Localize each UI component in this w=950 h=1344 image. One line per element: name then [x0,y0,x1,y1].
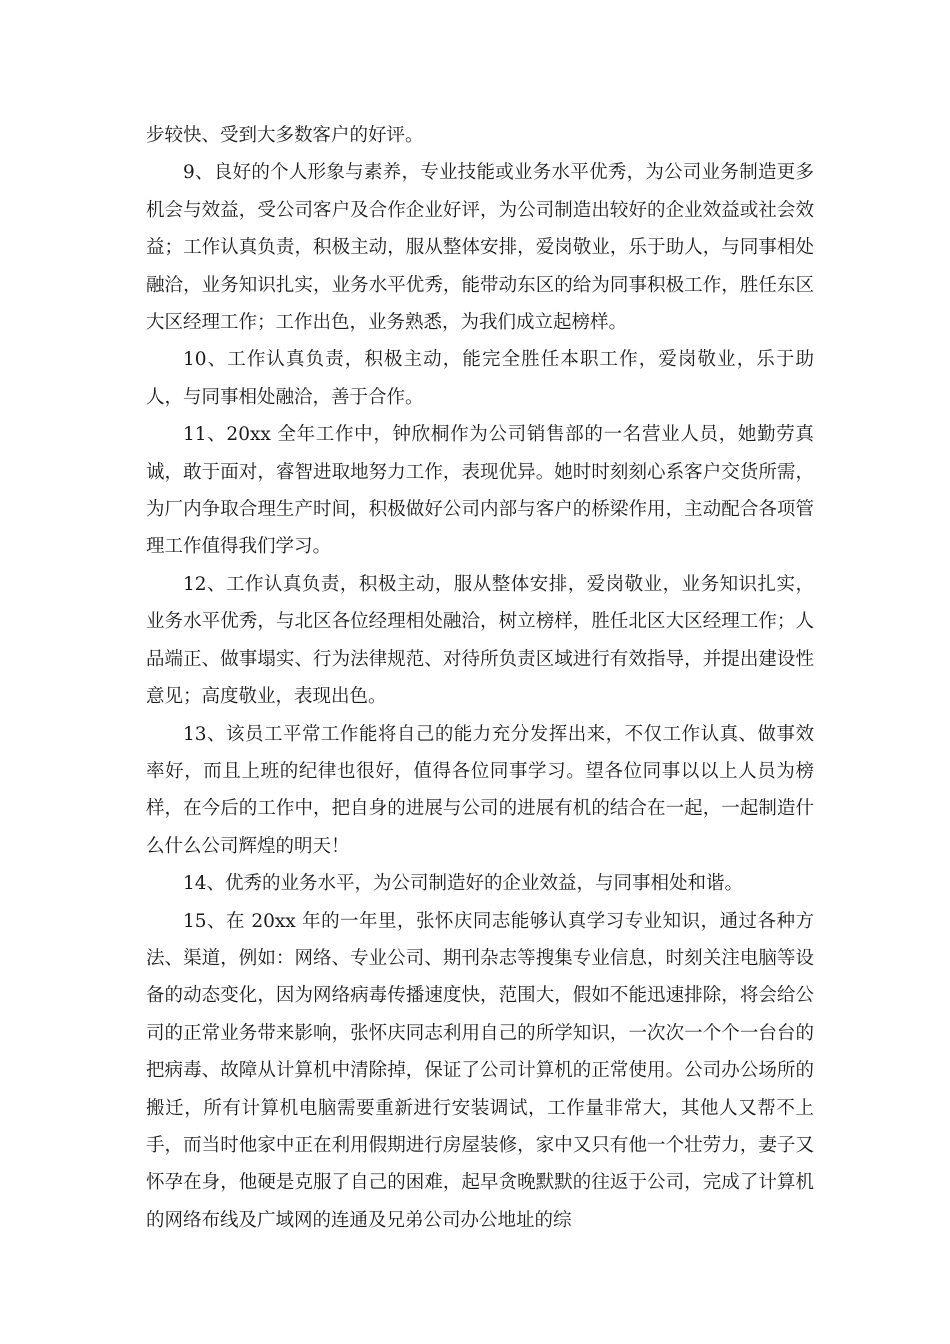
document-body [146,117,814,1239]
paragraph-item-15: 15、在 20xx 年的一年里，张怀庆同志能够认真学习专业知识，通过各种方法、渠道，例如：网络、专业公司、期刊杂志等搜集专业信息，时刻关注电脑等设备的动态变化，因为网络病毒传播速度快，范围大，假如不能迅速排除，将会给公司的正常业务带来影响，张怀庆同志利用自己的所学知识，一次次一个个一台台的把病毒、故障从计算机中清除掉，保证了公司计算机的正常使用。公司办公场所的搬迁，所有计算机电脑需要重新进行安装调试，工作量非常大，其他人又帮不上手，而当时他家中正在利用假期进行房屋装修，家中又只有他一个壮劳力，妻子又怀孕在身，他硬是克服了自己的困难，起早贪晚默默的往返于公司，完成了计算机的网络布线及广域网的连通及兄弟公司办公地址的综 [146,910,814,1231]
paragraph-item-10: 10、工作认真负责，积极主动，能完全胜任本职工作，爱岗敬业，乐于助人，与同事相处融洽，善于合作。 [146,349,814,408]
paragraph-item-9: 9、良好的个人形象与素养，专业技能或业务水平优秀，为公司业务制造更多机会与效益，受公司客户及合作企业好评，为公司制造出较好的企业效益或社会效益；工作认真负责，积极主动，服从整体安排，爱岗敬业，乐于助人，与同事相处融洽，业务知识扎实，业务水平优秀，能带动东区的给为同事积极工作，胜任东区大区经理工作；工作出色，业务熟悉，为我们成立起榜样。 [146,162,814,334]
paragraph-item-11: 11、20xx 全年工作中，钟欣桐作为公司销售部的一名营业人员，她勤劳真诚，敢于面对，睿智进取地努力工作，表现优异。她时时刻刻心系客户交货所需，为厂内争取合理生产时间，积极做好公司内部与客户的桥梁作用，主动配合各项管理工作值得我们学习。 [146,424,814,558]
paragraph-item-13: 13、该员工平常工作能将自己的能力充分发挥出来，不仅工作认真、做事效率好，而且上班的纪律也很好，值得各位同事学习。望各位同事以以上人员为榜样，在今后的工作中，把自身的进展与公司的进展有机的结合在一起，一起制造什么什么公司辉煌的明天！ [146,723,814,857]
paragraph-continuation: 步较快、受到大多数客户的好评。 [146,125,424,146]
paragraph-item-14: 14、优秀的业务水平，为公司制造好的企业效益，与同事相处和谐。 [183,873,744,895]
paragraph-item-12: 12、工作认真负责，积极主动，服从整体安排，爱岗敬业，业务知识扎实，业务水平优秀，与北区各位经理相处融洽，树立榜样，胜任北区大区经理工作；人品端正、做事塌实、行为法律规范、对待所负责区域进行有效指导，并提出建设性意见；高度敬业，表现出色。 [146,573,814,708]
